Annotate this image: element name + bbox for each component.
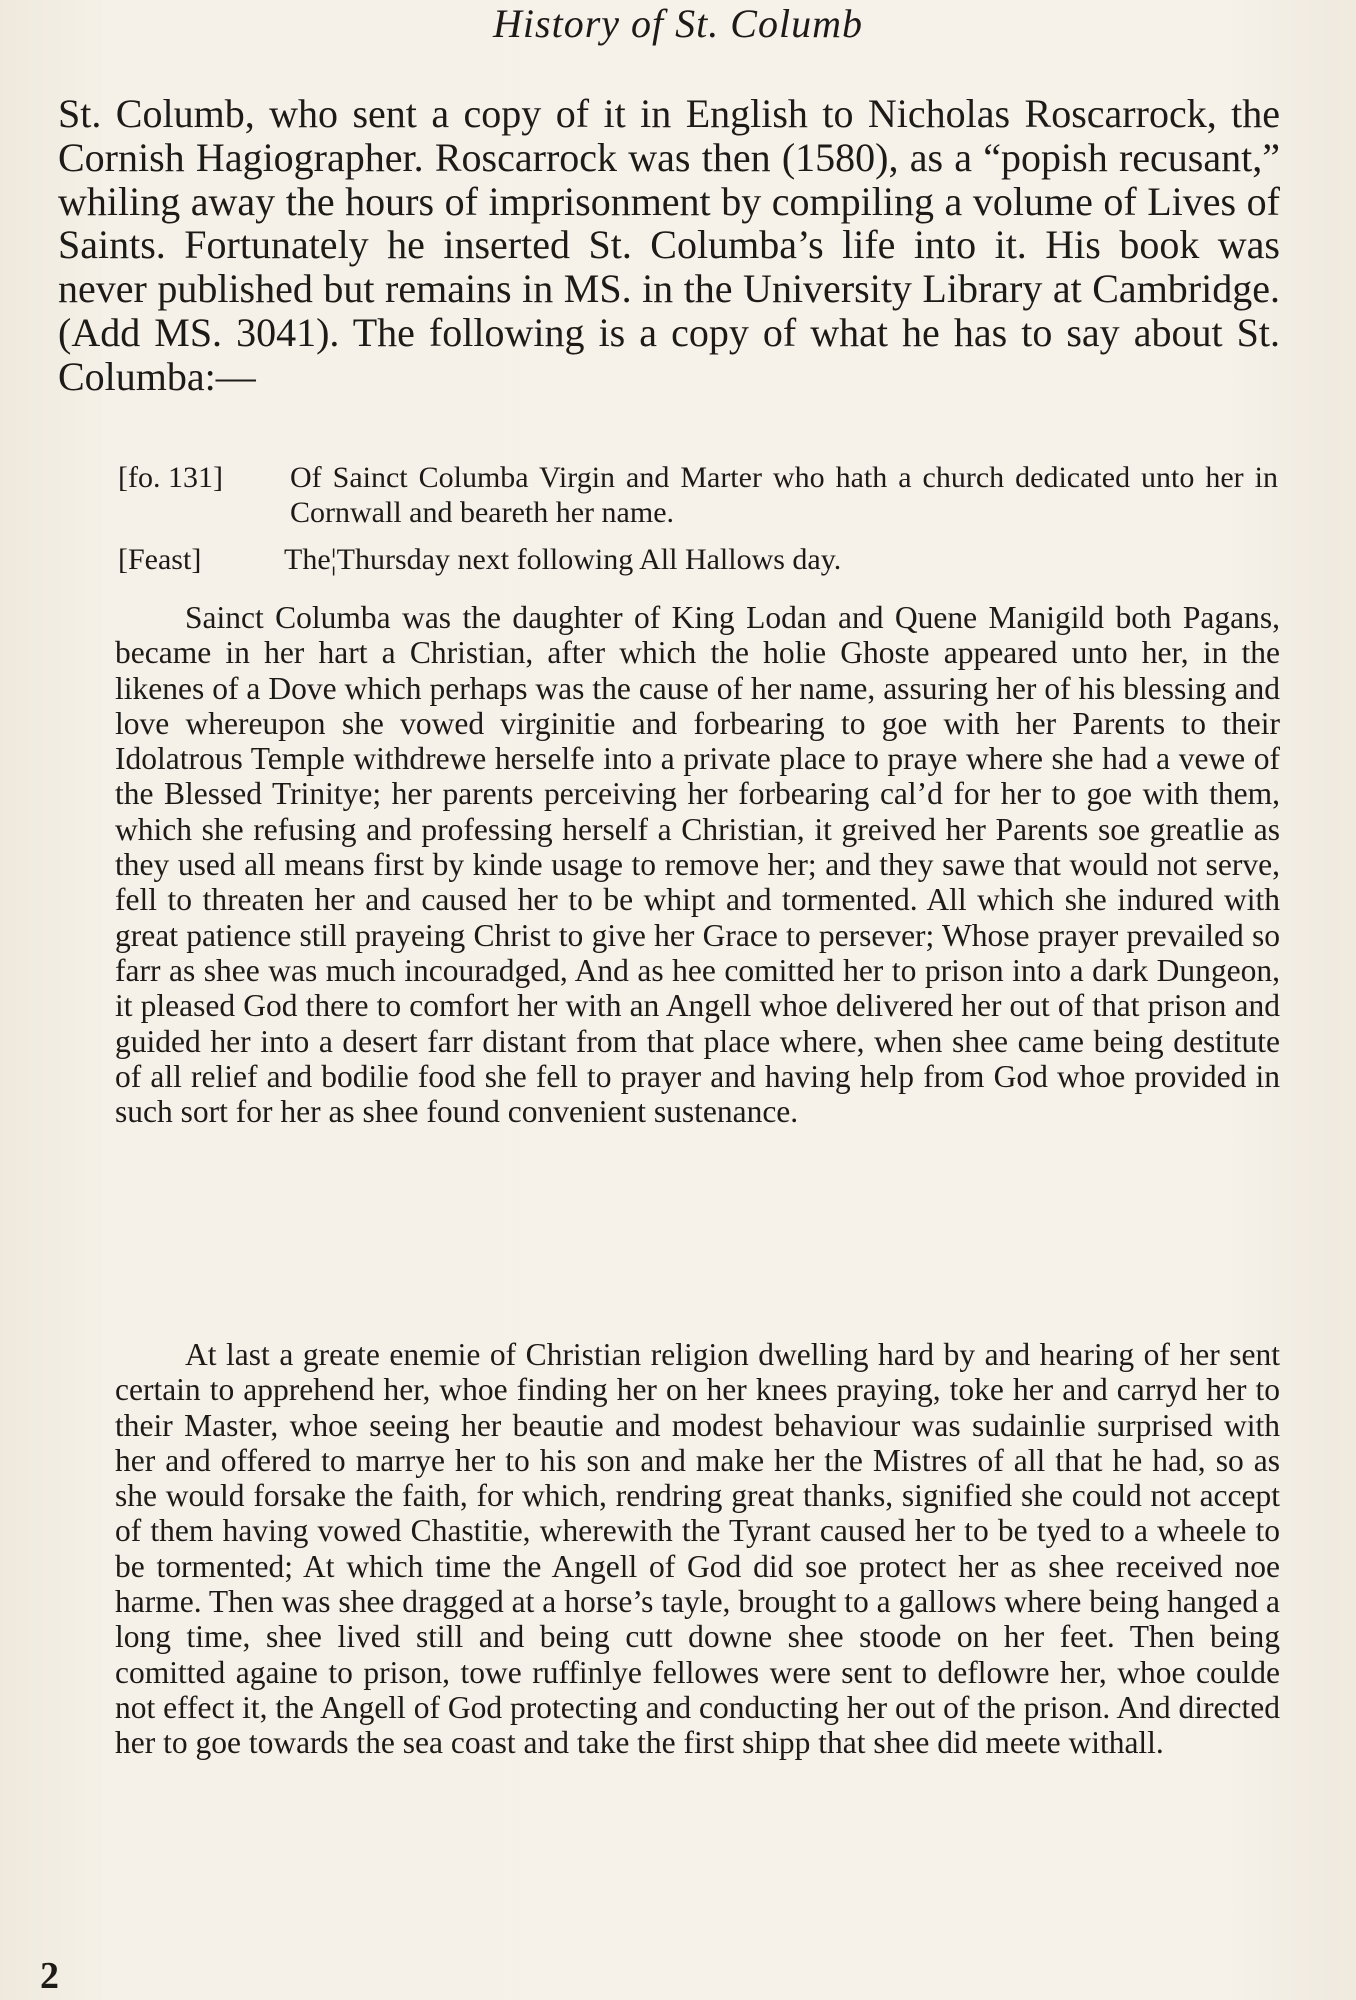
manuscript-paragraph: Sainct Columba was the daughter of King Lodan and Quene Manigild both Pagans, became in her hart a Christian, after which the holie Ghoste appeared unto her, in the likenes of a Dove which perhaps was the cause of her name, assuring her of his blessing and love whereupon she vowed virginitie and forbearing to goe with her Parents to their Idolatrous Temple withdrewe herselfe into a private place to praye where she had a vewe of the Blessed Trinitye; her parents perceiving her forbearing cal’d for her to goe with them, which she refusing and professing herself a Christian, it greived her Parents soe greatlie as they used all means first by kinde usage to remove her; and they sawe that would not serve, fell to threaten her and caused her to be whipt and tormented. All which she indured with great patience still prayeing Christ to give her Grace to persever; Whose prayer prevailed so farr as shee was much incouradged, And as hee comitted her to prison into a dark Dungeon, it pleased God there to comfort her with an Angell whoe delivered her out of that prison and guided her into a desert farr distant from that place where, when shee came being destitute of all relief and bodilie food she fell to prayer and having help from God whoe provided in such sort for her as shee found convenient sustenance. [115,600,1280,1130]
feast-reference: [Feast] [118,543,202,576]
intro-paragraph: St. Columb, who sent a copy of it in English to Nicholas Roscarrock, the Cornish Hagiographer. Roscarrock was then (1580), as a “popish recusant,” whiling away the hours of imprisonment by compiling a volume of Lives of Saints. Fortunately he inserted St. Columba’s life into it. His book was never published but remains in MS. in the University Library at Cambridge. (Add MS. 3041). The following is a copy of what he has to say about St. Columba:— [58,91,1280,399]
feast-text: The¦Thursday next following All Hallows day. [284,543,842,576]
page-number: 2 [40,1955,59,1997]
folio-reference: [fo. 131] [118,461,223,494]
feast-entry [118,542,1278,578]
folio-entry [118,460,1278,532]
folio-heading: Of Sainct Columba Virgin and Marter who hath a church dedicated unto her in Cornwall and beareth her name. [290,461,1278,529]
manuscript-paragraph: At last a greate enemie of Christian religion dwelling hard by and hearing of her sent certain to apprehend her, whoe finding her on her knees praying, toke her and carryd her to their Master, whoe seeing her beautie and modest behaviour was sudainlie surprised with her and offered to marrye her to his son and make her the Mistres of all that he had, so as she would forsake the faith, for which, rendring great thanks, signified she could not accept of them having vowed Chastitie, wherewith the Tyrant caused her to be tyed to a wheele to be tormented; At which time the Angell of God did soe protect her as shee received noe harme. Then was shee dragged at a horse’s tayle, brought to a gallows where being hanged a long time, shee lived still and being cutt downe shee stoode on her feet. Then being comitted againe to prison, towe ruffinlye fellowes were sent to deflowre her, whoe coulde not effect it, the Angell of God protecting and conducting her out of the prison. And directed her to goe towards the sea coast and take the first shipp that shee did meete withall. [115,1337,1280,1761]
running-title: History of St. Columb [493,1,863,46]
